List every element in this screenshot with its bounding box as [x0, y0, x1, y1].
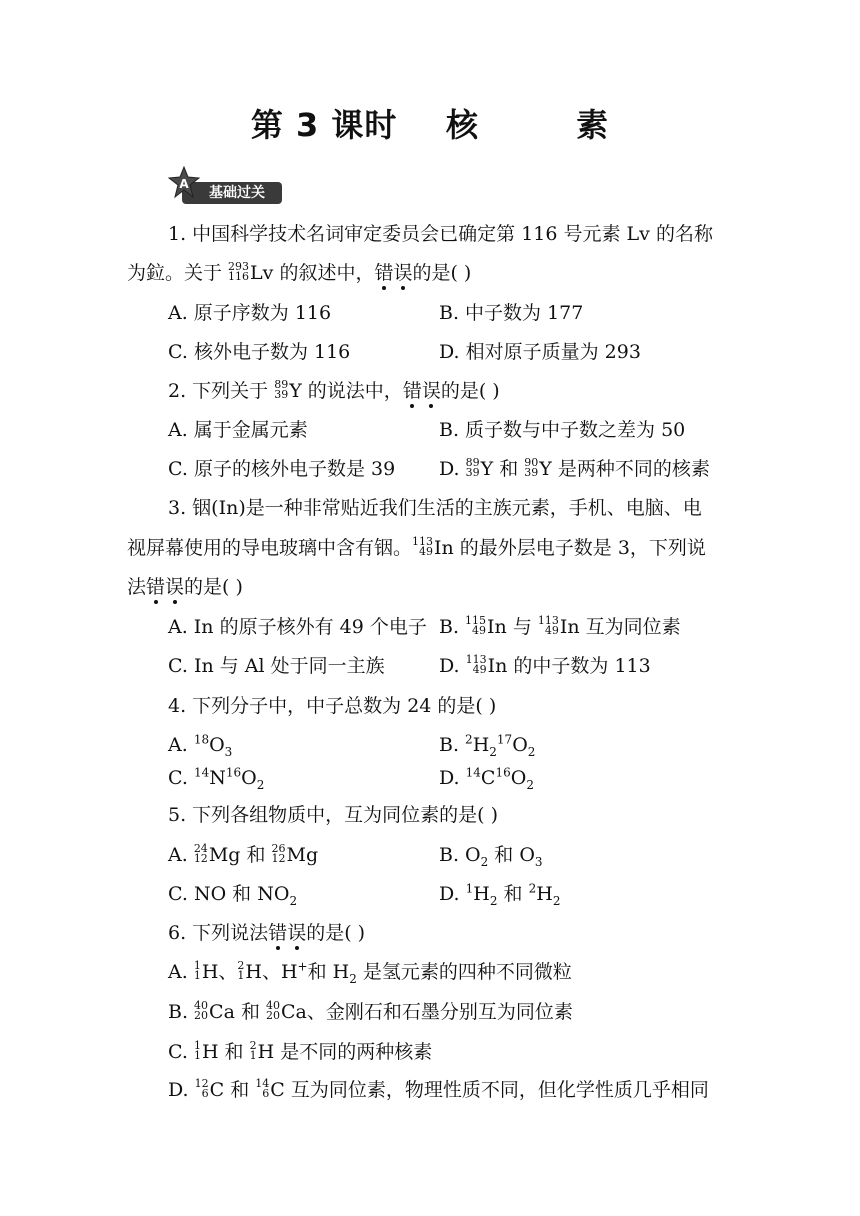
q5-option-c: C. NO 和 $NO_2$	[168, 883, 298, 908]
q3-stem-line2: 视屏幕使用的导电玻璃中含有铟。 113 49 In 的最外层电子数是 3，下列说	[127, 535, 706, 559]
q3-stem-line1: 3. 铟(In)是一种非常贴近我们生活的主族元素，手机、电脑、电	[168, 497, 702, 519]
title-char-1: 核	[445, 106, 479, 144]
q5-option-a: A. 24 12 Mg 和 26 12 Mg	[168, 842, 319, 866]
q4-option-a: A. $^{18}O_3$	[168, 732, 233, 759]
q1-isotope: 293 116	[228, 260, 250, 283]
badge-letter: A	[179, 177, 189, 191]
q3-stem-line3: 法错误的是( )	[127, 576, 243, 598]
q4-option-d: D. $^{14}C^{16}O_2$	[439, 765, 534, 792]
q1-stem-line1: 1. 中国科学技术名词审定委员会已确定第 116 号元素 Lv 的名称	[168, 223, 713, 245]
section-badge-label: 基础过关	[182, 182, 282, 204]
q2-option-c: C. 原子的核外电子数是 39	[168, 458, 396, 480]
q4-option-b: B. $^2H_2^{17}O_2$	[439, 732, 536, 759]
page-title	[0, 100, 860, 146]
q1-option-d: D. 相对原子质量为 293	[439, 341, 641, 363]
title-lesson: 第 3 课时	[250, 106, 398, 144]
q3-option-d: D. 113 49 In 的中子数为 113	[439, 653, 651, 677]
q1-stem-line2: 为鉝。关于 293 116 Lv 的叙述中，错误的是( )	[127, 260, 472, 284]
q1-option-a: A. 原子序数为 116	[168, 302, 332, 324]
q6-option-b: B. 40 20 Ca 和 40 20 Ca、金刚石和石墨分别互为同位素	[168, 999, 573, 1023]
q6-stem: 6. 下列说法错误的是( )	[168, 922, 366, 944]
section-badge	[168, 166, 288, 206]
q6-option-d: D. 12 6 C 和 14 6 C 互为同位素，物理性质不同，但化学性质几乎相同	[168, 1077, 709, 1101]
q3-option-c: C. In 与 Al 处于同一主族	[168, 655, 385, 677]
q5-stem: 5. 下列各组物质中，互为同位素的是( )	[168, 804, 499, 826]
q6-option-c: C. 1 1 H 和 2 1 H 是不同的两种核素	[168, 1039, 433, 1063]
q5-option-b: B. $O_2$ 和 $O_3$	[439, 844, 543, 869]
q5-option-d: D. $^1H_2$ 和 $^2H_2$	[439, 881, 561, 908]
q2-option-d: D. 89 39 Y 和 90 39 Y 是两种不同的核素	[439, 456, 710, 480]
q2-option-a: A. 属于金属元素	[168, 419, 308, 441]
q4-stem: 4. 下列分子中，中子总数为 24 的是( )	[168, 695, 497, 717]
q3-option-a: A. In 的原子核外有 49 个电子	[168, 616, 427, 638]
q2-stem: 2. 下列关于 89 39 Y 的说法中，错误的是( )	[168, 378, 500, 402]
star-icon	[168, 166, 200, 200]
q6-option-a: A. 1 1 H、 2 1 H、H+和 $H_2$ 是氢元素的四种不同微粒	[168, 959, 572, 986]
q1-option-c: C. 核外电子数为 116	[168, 341, 351, 363]
q3-option-b: B. 115 49 In 与 113 49 In 互为同位素	[439, 614, 681, 638]
q2-option-b: B. 质子数与中子数之差为 50	[439, 419, 686, 441]
title-char-2: 素	[576, 106, 610, 144]
q1-option-b: B. 中子数为 177	[439, 302, 584, 324]
q4-option-c: C. $^{14}N^{16}O_2$	[168, 765, 265, 792]
